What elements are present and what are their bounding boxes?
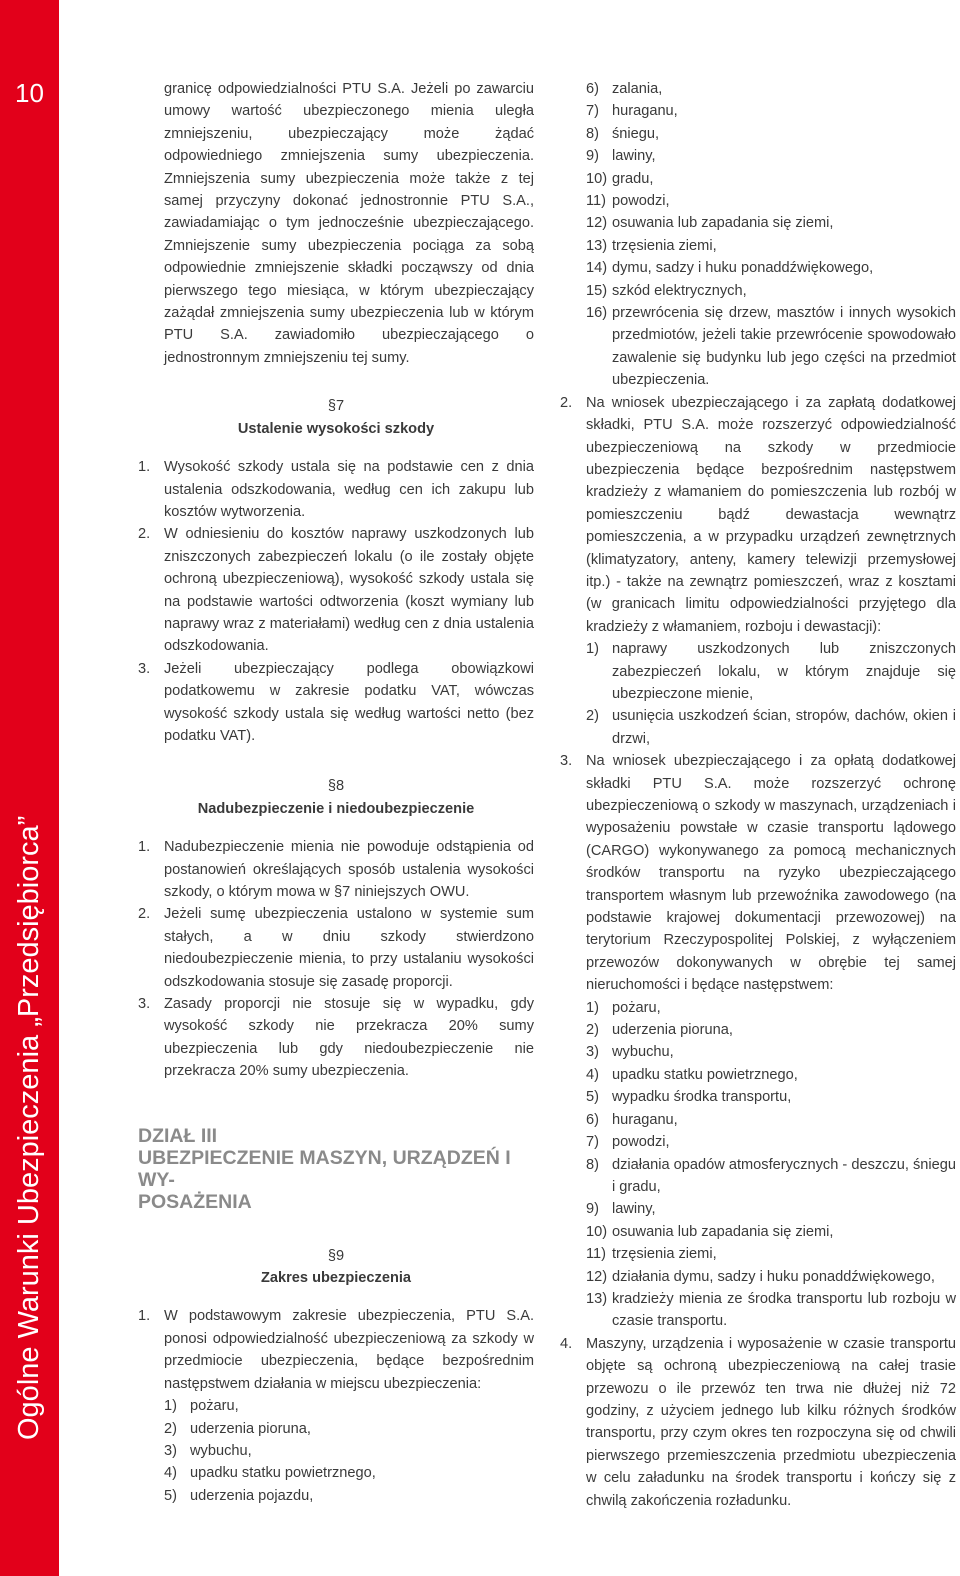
chapter-heading: DZIAŁ III UBEZPIECZENIE MASZYN, URZĄDZEŃ I WY- POSAŻENIA	[138, 1124, 511, 1213]
list-item: 2. W odniesieniu do kosztów naprawy uszkodzonych lub zniszczonych zabezpieczeń lokalu (o ile zostały objęte ochroną ubezpieczeniową), wysokość szkody ustala się na podstawie wartości odtworzenia (koszt wymiany lub naprawy wraz z materiałami) według cen z dnia ustalenia odszkodowania.	[138, 526, 534, 655]
sublist	[560, 78, 956, 392]
sublist-item: 14) dymu, sadzy i huku ponaddźwiękowego,	[586, 260, 874, 277]
list-item: 1. W podstawowym zakresie ubezpieczenia, PTU S.A. ponosi odpowiedzialność ubezpieczeniową za szkody w przedmiocie ubezpieczenia, będące bezpośrednim następstwem działania w miejscu ubezpieczenia:	[138, 1308, 534, 1392]
sublist-item: 1) pożaru,	[164, 1398, 239, 1415]
sublist-item: 11) trzęsienia ziemi,	[586, 1246, 717, 1263]
section-9-list	[138, 1305, 534, 1507]
left-column	[138, 78, 534, 1507]
sublist-item: 9) lawiny,	[586, 1201, 656, 1218]
section-7-title: Ustalenie wysokości szkody	[237, 420, 435, 437]
sublist-item: 2) uderzenia pioruna,	[586, 1022, 733, 1039]
section-9-title: Zakres ubezpieczenia	[260, 1270, 412, 1287]
sublist-item: 12) osuwania lub zapadania się ziemi,	[586, 215, 834, 232]
sublist-item: 2) usunięcia uszkodzeń ścian, stropów, dachów, okien i drzwi,	[586, 708, 956, 747]
section-8-list	[138, 836, 534, 1082]
sublist-item: 1) pożaru,	[586, 999, 661, 1016]
page-number: 10	[15, 78, 44, 108]
sublist-item: 8) działania opadów atmosferycznych - deszczu, śniegu i gradu,	[586, 1156, 956, 1195]
sublist-item: 1) naprawy uszkodzonych lub zniszczonych zabezpieczeń lokalu, w którym znajduje się ubezpieczone mienie,	[586, 641, 956, 702]
section-7-list	[138, 456, 534, 747]
section-9-number: §9	[327, 1247, 345, 1264]
sublist-item: 3) wybuchu,	[164, 1442, 252, 1459]
list-item: 3. Jeżeli ubezpieczający podlega obowiązkowi podatkowemu w zakresie podatku VAT, wówczas wysokość szkody ustala się według wartości netto (bez podatku VAT).	[138, 660, 534, 744]
list-item: 1. Nadubezpieczenie mienia nie powoduje odstąpienia od postanowień określających sposób ustalenia wysokości szkody, o którym mowa w §7 niniejszych OWU.	[138, 839, 534, 900]
list-item: 3. Zasady proporcji nie stosuje się w wypadku, gdy wysokość szkody nie przekracza 20% sumy ubezpieczenia lub gdy niedoubezpieczenie nie przekracza 20% sumy ubezpieczenia.	[138, 996, 534, 1080]
section-8-number: §8	[327, 778, 345, 795]
sublist-item: 10) osuwania lub zapadania się ziemi,	[586, 1223, 834, 1240]
sublist-item: 10) gradu,	[586, 170, 654, 187]
list-item: 1. Wysokość szkody ustala się na podstawie cen z dnia ustalenia odszkodowania, według cen ich zakupu lub kosztów wytworzenia.	[138, 459, 534, 520]
list-item: 3. Na wniosek ubezpieczającego i za opłatą dodatkowej składki PTU S.A. może rozszerzyć ochronę ubezpieczeniową o szkody w maszynach, urządzeniach i wyposażeniu powstałe w czasie transportu lądowego (CARGO) wykonywanego za pomocą mechanicznych środków transportu na ryzyko ubezpieczającego transportem własnym lub przewoźnika zawodowego (na podstawie krajowej dokumentacji przewozowej) na terytorium Rzeczypospolitej Polskiej, z wyłączeniem przewozów dokonywanych w obrębie tej samej nieruchomości i będące następstwem:	[560, 753, 956, 994]
document-title: Ogólne Warunki Ubezpieczenia „Przedsiębiorca”	[13, 815, 45, 1440]
sublist-item: 5) uderzenia pojazdu,	[164, 1487, 314, 1504]
sublist-item: 7) powodzi,	[586, 1134, 670, 1151]
list-item: 2. Na wniosek ubezpieczającego i za zapłatą dodatkowej składki, PTU S.A. może rozszerzyć odpowiedzialność ubezpieczeniową na szkody w przedmiocie ubezpieczenia będące bezpośrednim następstwem kradzieży z włamaniem do pomieszczenia lub rozbój w pomieszczeniu bądź dewastacja wewnątrz pomieszczenia, a w przypadku urządzeń zewnętrznych (klimatyzatory, anteny, kamery telewizji przemysłowej itp.) - także na zewnątrz pomieszczeń, wraz z kosztami (w granicach limitu odpowiedzialności przyjętego dla kradzieży z włamaniem, rozboju i dewastacji):	[560, 394, 956, 635]
sublist-item: 15) szkód elektrycznych,	[586, 282, 747, 299]
sublist-item: 7) huraganu,	[586, 103, 678, 120]
sublist-item: 5) wypadku środka transportu,	[586, 1089, 792, 1106]
sidebar	[0, 0, 59, 1576]
intro-paragraph: granicę odpowiedzialności PTU S.A. Jeżeli po zawarciu umowy wartość ubezpieczonego mienia uległa zmniejszeniu, ubezpieczający może żądać odpowiedniego zmniejszenia sumy ubezpieczenia. Zmniejszenia sumy ubezpieczenia może także z tej samej przyczyny dokonać jednostronnie PTU S.A., zawiadamiając o tym jednocześnie ubezpieczającego. Zmniejszenie sumy ubezpieczenia pociąga za sobą odpowiednie zmniejszenie składki począwszy od dnia pierwszego tego miesiąca, w którym ubezpieczający zażądał zmniejszenia sumy ubezpieczenia lub w którym PTU S.A. zawiadomiło ubezpieczającego o jednostronnym zmniejszeniu tej sumy.	[164, 81, 534, 366]
sublist-item: 8) śniegu,	[586, 125, 660, 142]
sublist-item: 6) zalania,	[586, 81, 663, 97]
sublist-item: 13) kradzieży mienia ze środka transportu lub rozboju w czasie transportu.	[586, 1290, 956, 1330]
sublist-item: 9) lawiny,	[586, 148, 656, 165]
sublist-item: 2) uderzenia pioruna,	[164, 1420, 311, 1437]
sublist	[560, 997, 956, 1333]
sublist-item: 4) upadku statku powietrznego,	[586, 1066, 798, 1083]
sublist-item: 16) przewrócenia się drzew, masztów i innych wysokich przedmiotów, jeżeli takie przewrócenie spowodowało zawalenie się budynku lub jego części na przedmiot ubezpieczenia.	[586, 305, 956, 389]
list-item: 2. Jeżeli sumę ubezpieczenia ustalono w systemie sum stałych, a w dniu szkody stwierdzono niedoubezpieczenie mienia, to przy ustalaniu wysokości odszkodowania stosuje się zasadę proporcji.	[138, 906, 534, 990]
section-8-title: Nadubezpieczenie i niedoubezpieczenie	[197, 800, 475, 817]
sublist-item: 13) trzęsienia ziemi,	[586, 237, 717, 254]
section-7-number: §7	[327, 398, 345, 415]
sublist-item: 12) działania dymu, sadzy i huku ponaddźwiękowego,	[586, 1268, 935, 1285]
sublist-item: 6) huraganu,	[586, 1111, 678, 1128]
list-item: 4. Maszyny, urządzenia i wyposażenie w czasie transportu objęte są ochroną ubezpieczeniową na całej trasie przewozu o ile przewóz ten trwa nie dłużej niż 72 godziny, z użyciem jednego lub kilku różnych środków transportu, przy czym okres ten rozpoczyna się od chwili pierwszego przemieszczenia przedmiotu ubezpieczenia w celu załadunku na środek transportu i kończy się z chwilą zakończenia rozładunku.	[560, 1335, 956, 1509]
sublist	[560, 638, 956, 750]
sublist-item: 4) upadku statku powietrznego,	[164, 1465, 376, 1482]
sublist-item: 3) wybuchu,	[586, 1044, 674, 1061]
right-column	[560, 78, 956, 1512]
sublist-item: 11) powodzi,	[586, 193, 670, 210]
sublist	[138, 1395, 534, 1507]
